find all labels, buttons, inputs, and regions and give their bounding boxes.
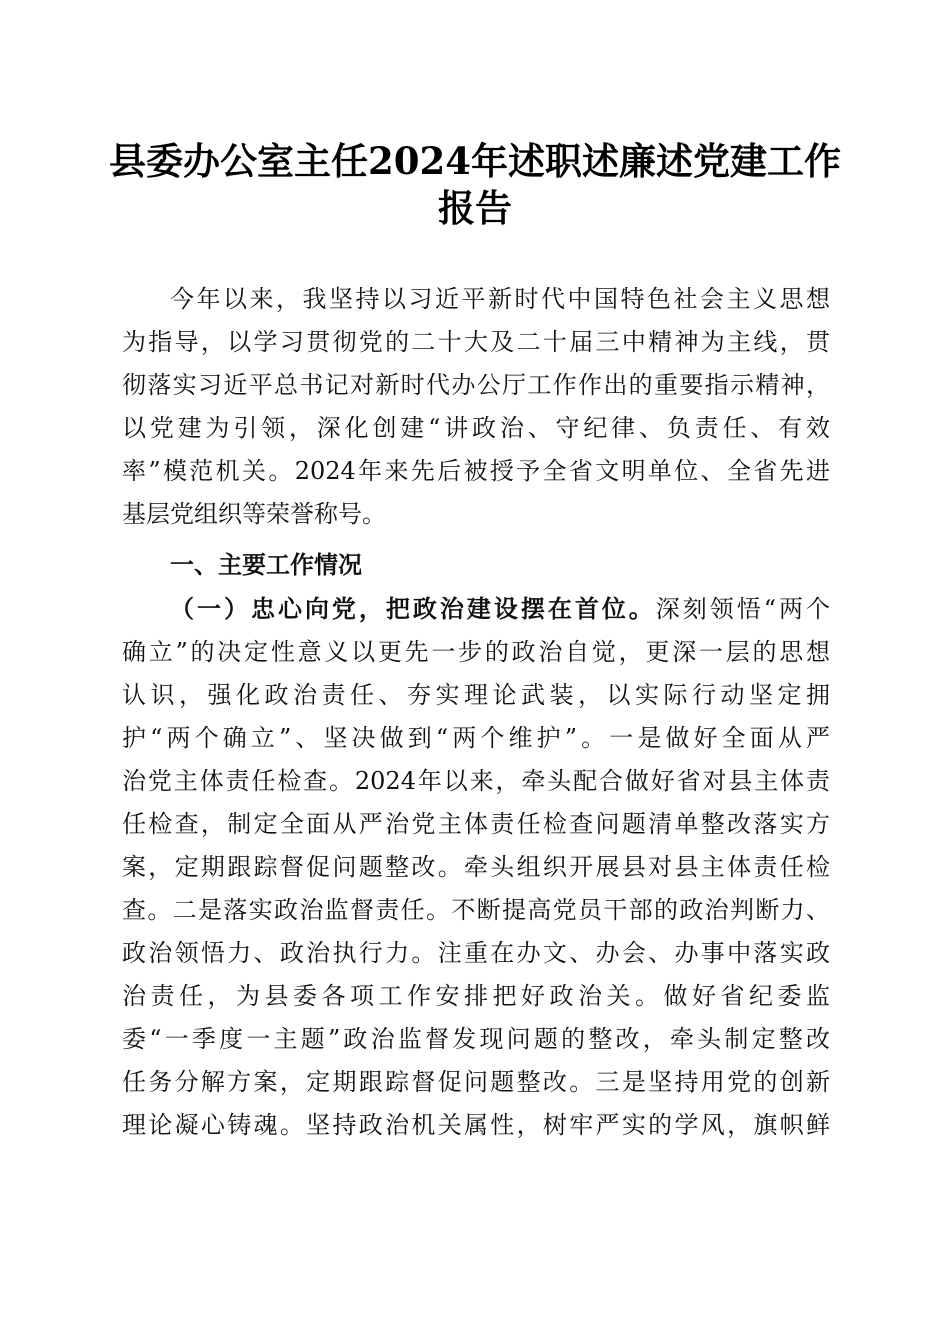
paragraph-1-line: 彻落实习近平总书记对新时代办公厅工作作出的重要指示精神， (122, 371, 830, 399)
document-title-line-2: 报告 (438, 186, 512, 230)
document-title-line-1: 县委办公室主任2024年述职述廉述党建工作 (109, 139, 841, 183)
paragraph-2-line: 护“两个确立”、坚决做到“两个维护”。一是做好全面从严 (122, 724, 830, 752)
paragraph-2-line: 委“一季度一主题”政治监督发现问题的整改，牵头制定整改 (122, 1025, 830, 1053)
paragraph-2-line: 任检查，制定全面从严治党主体责任检查问题清单整改落实方 (122, 810, 830, 838)
paragraph-2-line: 查。二是落实政治监督责任。不断提高党员干部的政治判断力、 (122, 896, 830, 924)
section-heading: 一、主要工作情况 (170, 551, 362, 579)
paragraph-2-line: 认识，强化政治责任、夯实理论武装，以实际行动坚定拥 (122, 681, 830, 709)
paragraph-2-line: 任务分解方案，定期跟踪督促问题整改。三是坚持用党的创新 (122, 1068, 830, 1096)
paragraph-2-first-line (170, 594, 830, 624)
paragraph-1-line: 为指导，以学习贯彻党的二十大及二十届三中精神为主线，贯 (122, 328, 830, 356)
paragraph-1-line: 率”模范机关。2024年来先后被授予全省文明单位、全省先进 (122, 457, 830, 485)
paragraph-2-line: 政治领悟力、政治执行力。注重在办文、办会、办事中落实政 (122, 939, 830, 967)
paragraph-1-line: 基层党组织等荣誉称号。 (122, 500, 386, 528)
paragraph-2-line: 确立”的决定性意义以更先一步的政治自觉，更深一层的思想 (122, 638, 830, 666)
paragraph-2-lead-text: 深刻领悟“两个 (655, 595, 830, 623)
paragraph-2-lead-heading: （一）忠心向党，把政治建设摆在首位。 (170, 595, 656, 623)
paragraph-2-line: 治责任，为县委各项工作安排把好政治关。做好省纪委监 (122, 982, 830, 1010)
paragraph-1-line: 以党建为引领，深化创建“讲政治、守纪律、负责任、有效 (122, 414, 830, 442)
paragraph-1-line: 今年以来，我坚持以习近平新时代中国特色社会主义思想 (170, 285, 830, 313)
paragraph-2-line: 案，定期跟踪督促问题整改。牵头组织开展县对县主体责任检 (122, 853, 830, 881)
paragraph-2-line: 治党主体责任检查。2024年以来，牵头配合做好省对县主体责 (122, 767, 830, 795)
paragraph-2-line: 理论凝心铸魂。坚持政治机关属性，树牢严实的学风，旗帜鲜 (122, 1111, 830, 1139)
